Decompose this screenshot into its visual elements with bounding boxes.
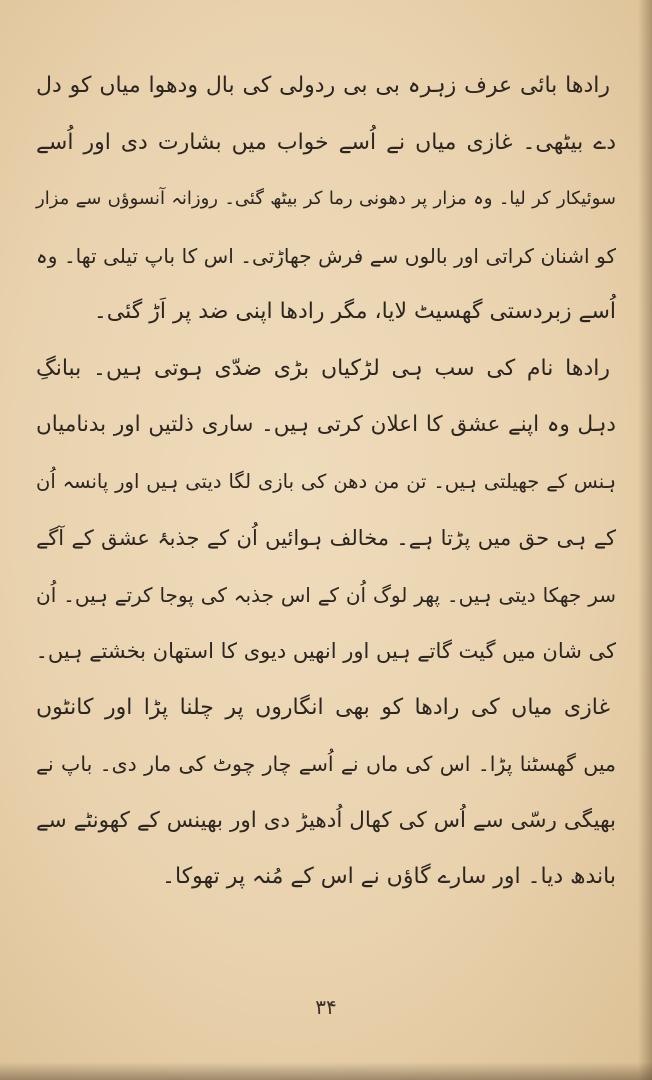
text-line: رادھا بائی عرف زہرہ بی بی ردولی کی بال ودھوا میاں کو دل bbox=[36, 73, 610, 98]
text-line: رادھا نام کی سب ہی لڑکیاں بڑی ضدّی ہوتی ہیں۔ ببانگِ bbox=[36, 355, 610, 381]
text-line: اُسے زبردستی گھسیٹ لایا، مگر رادھا اپنی ضد پر اَڑ گئی۔ bbox=[93, 299, 616, 324]
page-bottom-shadow bbox=[0, 1062, 652, 1080]
text-line: غازی میاں کی رادھا کو بھی انگاروں پر چلنا پڑا اور کانٹوں bbox=[36, 694, 610, 720]
text-line: سر جھکا دیتی ہیں۔ پھر لوگ اُن کے اس جذبہ کی پوجا کرتے ہیں۔ اُن bbox=[36, 582, 616, 607]
text-line: بھیگی رسّی سے اُس کی کھال اُدھیڑ دی اور بھینس کے کھونٹے سے bbox=[36, 807, 616, 833]
text-line: کی شان میں گیت گاتے ہیں اور انھیں دیوی کا استھان بخشتے ہیں۔ bbox=[35, 639, 616, 663]
text-line: دہل وہ اپنے عشق کا اعلان کرتی ہیں۔ ساری ذلتیں اور بدنامیاں bbox=[36, 412, 616, 437]
text-line: کے ہی حق میں پڑتا ہے۔ مخالف ہوائیں اُن کے جذبۂ عشق کے آگے bbox=[36, 526, 616, 550]
page-number: ۳۴ bbox=[315, 995, 337, 1019]
text-line: میں گھسٹنا پڑا۔ اس کی ماں نے اُسے چار چوٹ کی مار دی۔ باپ نے bbox=[36, 752, 616, 776]
text-line: کو اشنان کراتی اور بالوں سے فرش جھاڑتی۔ اس کا باپ تیلی تھا۔ وہ bbox=[36, 243, 616, 268]
text-line: سوئیکار کر لیا۔ وہ مزار پر دھونی رما کر بیٹھ گئی۔ روزانہ آنسوؤں سے مزار bbox=[36, 188, 616, 209]
text-line: ہنس کے جھیلتی ہیں۔ تن من دھن کی بازی لگا دیتی ہیں اور پانسہ اُن bbox=[36, 469, 616, 493]
text-line: دے بیٹھی۔ غازی میاں نے اُسے خواب میں بشارت دی اور اُسے bbox=[36, 129, 616, 155]
text-line: باندھ دیا۔ اور سارے گاؤں نے اس کے مُنہ پر تھوکا۔ bbox=[162, 864, 616, 889]
page-text bbox=[36, 58, 616, 906]
page-edge-shadow bbox=[638, 0, 652, 1080]
